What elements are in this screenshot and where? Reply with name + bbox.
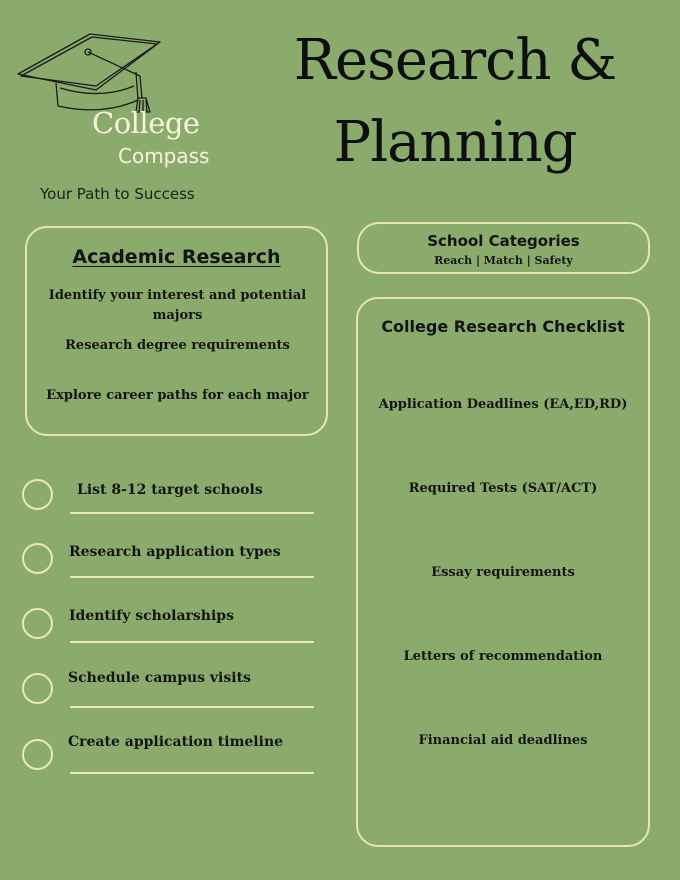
checklist-item: Application Deadlines (EA,ED,RD) (378, 397, 628, 412)
todo-label: Research application types (69, 544, 281, 560)
todo-item (22, 670, 322, 713)
page-title-line2: Planning (333, 110, 577, 175)
research-checklist-panel (356, 297, 650, 847)
todo-checkbox[interactable] (22, 543, 53, 574)
todo-underline (70, 706, 314, 708)
checklist-heading: College Research Checklist (381, 317, 625, 336)
checklist-item: Letters of recommendation (403, 649, 603, 664)
todo-underline (70, 772, 314, 774)
school-categories-panel (357, 222, 650, 274)
todo-underline (70, 641, 314, 643)
academic-item: Research degree requirements (65, 338, 290, 353)
academic-item: Identify your interest and potential majors (48, 288, 307, 323)
todo-label: List 8-12 target schools (77, 482, 263, 498)
brand-name-line2: Compass (118, 144, 210, 168)
todo-checkbox[interactable] (22, 479, 53, 510)
school-categories-subtitle: Reach | Match | Safety (434, 254, 573, 267)
todo-label: Identify scholarships (69, 608, 234, 624)
checklist-item: Required Tests (SAT/ACT) (408, 481, 598, 496)
todo-label: Create application timeline (68, 734, 284, 750)
todo-item (22, 608, 322, 648)
brand-name-line1: College (92, 106, 200, 140)
graduation-cap-icon (12, 28, 172, 118)
todo-item (22, 543, 322, 583)
academic-research-heading: Academic Research (72, 246, 281, 268)
todo-item (22, 734, 322, 779)
academic-item: Explore career paths for each major (46, 388, 309, 403)
todo-item (22, 479, 322, 519)
todo-label: Schedule campus visits (68, 670, 251, 686)
todo-checkbox[interactable] (22, 608, 53, 639)
page-title-line1: Research & (293, 28, 617, 93)
checklist-item: Essay requirements (431, 565, 575, 580)
checklist-item: Financial aid deadlines (418, 733, 588, 748)
todo-underline (70, 576, 314, 578)
brand-tagline: Your Path to Success (40, 185, 195, 203)
todo-checkbox[interactable] (22, 739, 53, 770)
todo-checkbox[interactable] (22, 673, 53, 704)
school-categories-heading: School Categories (427, 232, 580, 250)
todo-underline (70, 512, 314, 514)
academic-research-panel (25, 226, 328, 436)
